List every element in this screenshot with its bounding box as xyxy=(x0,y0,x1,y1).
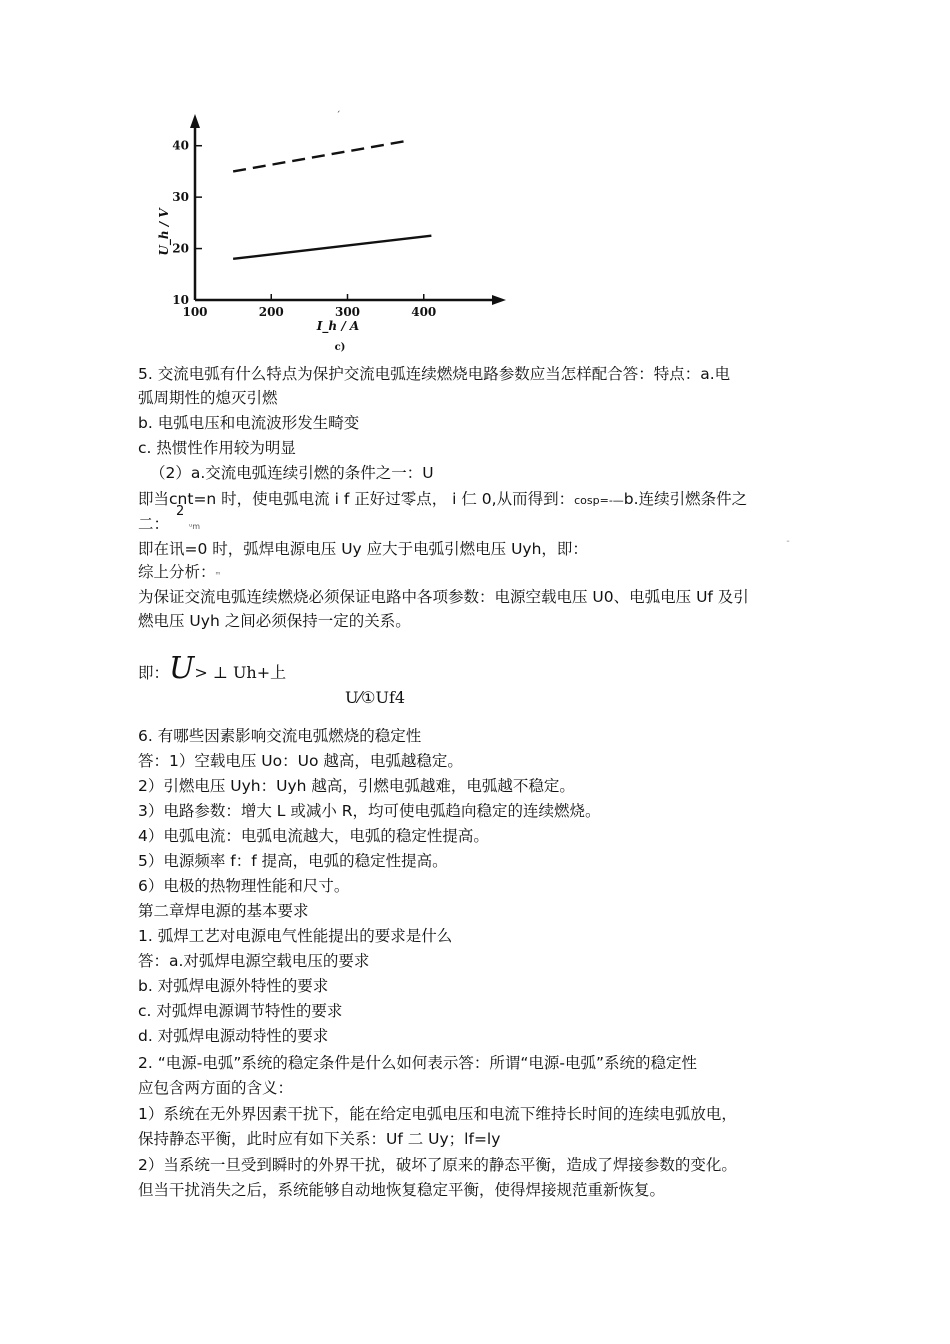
chart-y-axis-arrow xyxy=(190,114,200,128)
chart-series-line-lower xyxy=(233,236,431,259)
q5-condition-in: 即在讯=0 时，弧焊电源电压 Uy 应大于电弧引燃电压 Uyh，即： xyxy=(138,540,588,558)
q6-answer-2: 2）引燃电压 Uyh：Uyh 越高，引燃电弧越难，电弧越不稳定。 xyxy=(138,777,575,795)
q5-point-b: b. 电弧电压和电流波形发生畸变 xyxy=(138,414,360,432)
formula-line xyxy=(138,652,286,690)
q5-subscript-2: 2 xyxy=(176,504,185,519)
chart-x-tick-label: 400 xyxy=(411,305,437,319)
chart-y-tick-label: 10 xyxy=(172,293,189,307)
q5-two-label: 二： xyxy=(138,515,170,533)
q5-condition-two xyxy=(138,514,200,537)
chart-y-tick-label: 30 xyxy=(172,190,189,205)
chart-series-line-upper xyxy=(233,141,408,172)
volt-ampere-chart xyxy=(150,100,510,360)
q5-title-line2: 弧周期性的熄灭引燃 xyxy=(138,389,278,407)
chart-x-tick-label: 100 xyxy=(182,305,208,319)
q5-title-line1: 5. 交流电弧有什么特点为保护交流电弧连续燃烧电路参数应当怎样配合答：特点：a.电 xyxy=(138,365,731,383)
c2-line6: 但当干扰消失之后，系统能够自动地恢复稳定平衡，使得焊接规范重新恢复。 xyxy=(138,1181,666,1199)
c1-answer-a: 答：a.对弧焊电源空载电压的要求 xyxy=(138,952,370,970)
q6-answer-5: 5）电源频率 f：f 提高，电弧的稳定性提高。 xyxy=(138,852,448,870)
c1-answer-b: b. 对弧焊电源外特性的要求 xyxy=(138,977,329,995)
q5-condition-in-mark: ¨ xyxy=(786,540,790,549)
q6-answer-1: 答：1）空载电压 Uo：Uo 越高，电弧越稳定。 xyxy=(138,752,463,770)
q6-answer-4: 4）电弧电流：电弧电流越大，电弧的稳定性提高。 xyxy=(138,827,489,845)
c1-answer-d: d. 对弧焊电源动特性的要求 xyxy=(138,1027,329,1045)
chart-y-ticks xyxy=(172,139,202,307)
q5-condition-when xyxy=(138,489,747,511)
formula-line2: U⁄①Uf4 xyxy=(345,688,406,707)
chart-y-axis-label: U_h / V xyxy=(157,208,171,256)
formula-rest: > ⊥ Uh+上 xyxy=(194,663,287,682)
chart-x-ticks xyxy=(182,294,436,319)
q5-keep-line1: 为保证交流电弧连续燃烧必须保证电路中各项参数：电源空载电压 U0、电弧电压 Uf 及引 xyxy=(138,588,749,606)
c1-title: 1. 弧焊工艺对电源电气性能提出的要求是什么 xyxy=(138,927,453,945)
q5-two-tiny: ᵘm xyxy=(189,522,201,531)
c2-line1: 2. “电源-电弧”系统的稳定条件是什么如何表示答：所谓“电源-电弧”系统的稳定性 xyxy=(138,1054,698,1072)
q5-summary xyxy=(138,562,221,585)
chart-x-axis-arrow xyxy=(492,295,506,305)
chart-speck: ˊ xyxy=(336,111,341,121)
chapter2-title: 第二章焊电源的基本要求 xyxy=(138,902,309,920)
q5-point-c: c. 热惯性作用较为明显 xyxy=(138,439,296,457)
q6-answer-6: 6）电极的热物理性能和尺寸。 xyxy=(138,877,350,895)
chart-caption: c) xyxy=(334,342,346,353)
q5-summary-tiny: ᵐ xyxy=(215,570,221,579)
c2-line3: 1）系统在无外界因素干扰下，能在给定电弧电压和电流下维持长时间的连续电弧放电， xyxy=(138,1105,737,1123)
q6-answer-3: 3）电路参数：增大 L 或减小 R，均可使电弧趋向稳定的连续燃烧。 xyxy=(138,802,601,820)
chart-x-axis-label: I_h / A xyxy=(316,319,360,333)
q6-title: 6. 有哪些因素影响交流电弧燃烧的稳定性 xyxy=(138,727,422,745)
formula-prefix: 即： xyxy=(138,664,170,682)
q5-keep-line2: 燃电压 Uyh 之间必须保持一定的关系。 xyxy=(138,612,411,630)
q5-when-body: cnt=n 时，使电弧电流 i f 正好过零点， i 仁 0,从而得到： xyxy=(169,490,575,508)
chart-axes xyxy=(190,114,506,305)
q5-cosp: cosp=-— xyxy=(574,494,624,507)
chart-y-tick-label: 20 xyxy=(172,241,189,256)
c2-line4: 保持静态平衡，此时应有如下关系：Uf 二 Uy；lf=ly xyxy=(138,1130,501,1148)
chart-series xyxy=(233,141,431,259)
formula-U: U xyxy=(169,651,195,686)
chart-x-tick-label: 300 xyxy=(334,305,361,319)
q5-summary-label: 综上分析： xyxy=(138,563,216,581)
q5-when-tail: b.连续引燃条件之 xyxy=(623,490,748,508)
chart-x-tick-label: 200 xyxy=(258,305,284,319)
q5-when-prefix: 即当 xyxy=(138,490,170,508)
c1-answer-c: c. 对弧焊电源调节特性的要求 xyxy=(138,1002,343,1020)
q5-condition-one: （2）a.交流电弧连续引燃的条件之一：U xyxy=(150,464,434,482)
chart-y-tick-label: 40 xyxy=(172,138,189,153)
c2-line2: 应包含两方面的含义： xyxy=(138,1079,294,1097)
c2-line5: 2）当系统一旦受到瞬时的外界干扰，破坏了原来的静态平衡，造成了焊接参数的变化。 xyxy=(138,1156,737,1174)
